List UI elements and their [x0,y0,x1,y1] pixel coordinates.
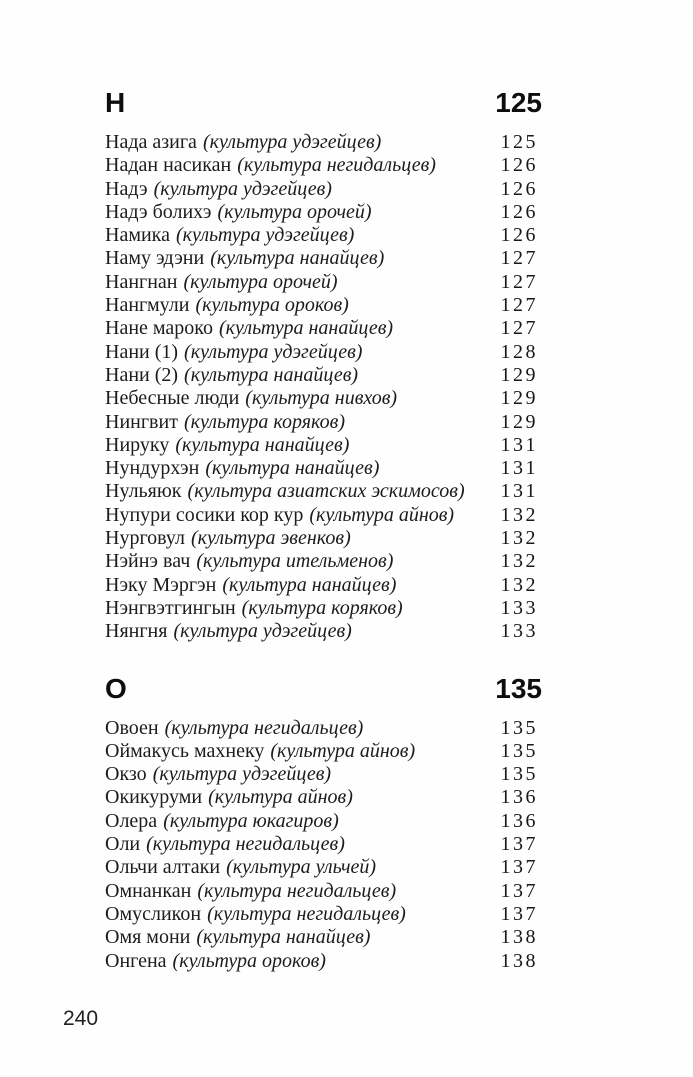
entry-title: Нэнгвэтгингын [105,596,236,619]
entry-title: Надэ болихэ [105,200,212,223]
entry-culture: (культура нивхов) [245,387,398,410]
index-section [105,674,542,973]
index-entry [105,504,542,527]
index-entry [105,926,542,949]
index-entry [105,364,542,387]
entry-culture: (культура нанайцев) [222,573,397,596]
entry-page: 131 [500,457,538,480]
entry-page: 137 [500,879,538,902]
entry-text [105,740,501,763]
index-entry [105,550,542,573]
entry-title: Ольчи алтаки [105,856,221,879]
entry-title: Нангмули [105,294,190,317]
entry-culture: (культура айнов) [270,739,416,762]
entry-text [105,833,501,856]
section-header [105,674,542,704]
index-entry [105,317,542,340]
entry-text [105,294,501,317]
entry-page: 132 [500,527,538,550]
entry-title: Нупури сосики кор кур [105,503,304,526]
section-letter: О [105,672,127,704]
entry-culture: (культура нанайцев) [196,926,371,949]
entry-text [105,317,501,340]
entry-text [105,364,501,387]
index-entry [105,810,542,833]
index-entry [105,763,542,786]
entry-page: 126 [500,200,538,223]
entry-text [105,457,501,480]
entry-title: Нульяюк [105,480,182,503]
entry-page: 128 [500,340,538,363]
index-entry [105,950,542,973]
entry-page: 135 [500,716,538,739]
entry-culture: (культура ороков) [195,294,349,317]
index-entry [105,387,542,410]
index-entry [105,527,542,550]
entry-text [105,620,501,643]
entry-text [105,574,501,597]
entry-page: 132 [500,550,538,573]
entry-page: 126 [500,154,538,177]
entry-text [105,527,501,550]
entry-culture: (культура ительменов) [196,550,394,573]
entry-title: Нане мароко [105,317,213,340]
entry-page: 129 [500,410,538,433]
entry-page: 136 [500,809,538,832]
entry-page: 127 [500,294,538,317]
entry-culture: (культура нанайцев) [210,247,385,270]
index-section [105,88,542,644]
entry-culture: (культура айнов) [208,786,353,809]
index-entry [105,597,542,620]
entry-title: Омусликон [105,902,202,925]
entry-title: Нада азига [105,131,197,153]
entry-title: Нэку Мэргэн [105,573,217,596]
entry-text [105,597,501,620]
entry-text [105,856,501,879]
entry-title: Нэйнэ вач [105,550,191,573]
index-entry [105,903,542,926]
entry-title: Надэ [105,177,148,200]
entry-page: 132 [500,503,538,526]
entry-page: 137 [500,856,538,879]
entry-culture: (культура коряков) [183,410,345,433]
section-start-page: 125 [495,87,542,118]
index-content [105,88,542,973]
entry-title: Онгена [105,949,167,972]
index-entry [105,271,542,294]
entry-page: 133 [500,596,538,619]
index-entry [105,717,542,740]
entry-title: Небесные люди [105,387,240,410]
index-entry [105,178,542,201]
section-header [105,88,542,118]
entry-text [105,271,501,294]
entry-title: Оли [105,833,141,856]
index-entry [105,880,542,903]
section-start-page: 135 [495,672,542,704]
entry-title: Окикуруми [105,786,203,809]
entry-culture: (культура удэгейцев) [173,620,352,643]
entry-text [105,387,501,410]
entry-title: Наму эдэни [105,247,205,270]
entry-title: Нани (1) [105,340,179,363]
entry-culture: (культура орочей) [183,270,338,293]
entry-title: Овоен [105,716,159,739]
entry-culture: (культура юкагиров) [163,809,339,832]
entry-culture: (культура негидальцев) [146,833,345,856]
entry-culture: (культура орочей) [217,200,372,223]
entry-title: Омя мони [105,926,191,949]
entry-page: 126 [500,224,538,247]
entry-title: Намика [105,224,170,247]
entry-title: Нингвит [105,410,178,433]
entry-culture: (культура нанайцев) [205,457,380,480]
entry-culture: (культура негидальцев) [207,902,406,925]
entry-culture: (культура негидальцев) [237,154,436,177]
entry-culture: (культура удэгейцев) [153,177,332,200]
section-entries [105,717,542,973]
entry-title: Нани (2) [105,363,179,386]
entry-page: 129 [500,387,538,410]
entry-text [105,950,501,973]
index-entry [105,294,542,317]
index-entry [105,434,542,457]
entry-page: 137 [500,902,538,925]
entry-title: Нурговул [105,527,186,550]
entry-title: Надан насикан [105,154,232,177]
entry-page: 127 [500,270,538,293]
entry-text [105,131,501,154]
entry-page: 132 [500,573,538,596]
entry-title: Нангнан [105,270,178,293]
entry-culture: (культура айнов) [309,503,455,526]
entry-page: 127 [500,247,538,270]
entry-text [105,341,501,364]
index-entry [105,740,542,763]
entry-title: Олера [105,809,158,832]
index-entry [105,341,542,364]
entry-title: Оймакусь махнеку [105,739,265,762]
entry-culture: (культура нанайцев) [184,363,359,386]
entry-page: 135 [500,763,538,786]
entry-page: 127 [500,317,538,340]
entry-text [105,504,501,527]
entry-culture: (культура азиатских эскимосов) [187,480,465,503]
entry-culture: (культура удэгейцев) [202,131,382,153]
entry-text [105,926,501,949]
entry-text [105,763,501,786]
entry-page: 135 [500,739,538,762]
index-entry [105,620,542,643]
entry-title: Нируку [105,433,170,456]
index-entry [105,457,542,480]
entry-text [105,810,501,833]
entry-page: 131 [500,480,538,503]
entry-title: Окзо [105,763,147,786]
entry-text [105,717,501,740]
section-entries [105,131,542,644]
index-entry [105,224,542,247]
index-entry [105,480,542,503]
entry-page: 137 [500,833,538,856]
entry-text [105,178,501,201]
entry-text [105,224,501,247]
entry-page: 131 [500,433,538,456]
index-entry [105,247,542,270]
entry-page: 126 [500,177,538,200]
entry-title: Нянгня [105,620,168,643]
entry-culture: (культура коряков) [241,596,403,619]
entry-text [105,903,501,926]
entry-page: 138 [500,949,538,972]
index-entry [105,131,542,154]
entry-culture: (культура ороков) [172,949,326,972]
entry-page: 129 [500,363,538,386]
entry-title: Омнанкан [105,879,192,902]
entry-culture: (культура удэгейцев) [175,224,355,247]
index-entry [105,201,542,224]
entry-page: 125 [500,131,538,153]
entry-culture: (культура нанайцев) [219,317,394,340]
entry-culture: (культура негидальцев) [164,716,364,739]
section-letter: Н [105,87,126,118]
index-entry [105,856,542,879]
entry-page: 133 [500,620,538,643]
index-entry [105,786,542,809]
entry-text [105,201,501,224]
entry-title: Нундурхэн [105,457,200,480]
entry-culture: (культура ульчей) [226,856,377,879]
entry-culture: (культура нанайцев) [175,433,350,456]
index-entry [105,833,542,856]
entry-text [105,786,501,809]
entry-text [105,247,501,270]
entry-culture: (культура удэгейцев) [184,340,363,363]
entry-text [105,880,501,903]
entry-culture: (культура удэгейцев) [152,763,332,786]
entry-page: 136 [500,786,538,809]
entry-culture: (культура эвенков) [191,527,351,550]
entry-culture: (культура негидальцев) [197,879,397,902]
entry-text [105,480,501,503]
entry-page: 138 [500,926,538,949]
entry-text [105,550,501,573]
entry-text [105,411,501,434]
index-sections [105,88,542,973]
index-entry [105,154,542,177]
index-entry [105,411,542,434]
entry-text [105,154,501,177]
page-number: 240 [63,1007,99,1030]
index-entry [105,574,542,597]
entry-text [105,434,501,457]
